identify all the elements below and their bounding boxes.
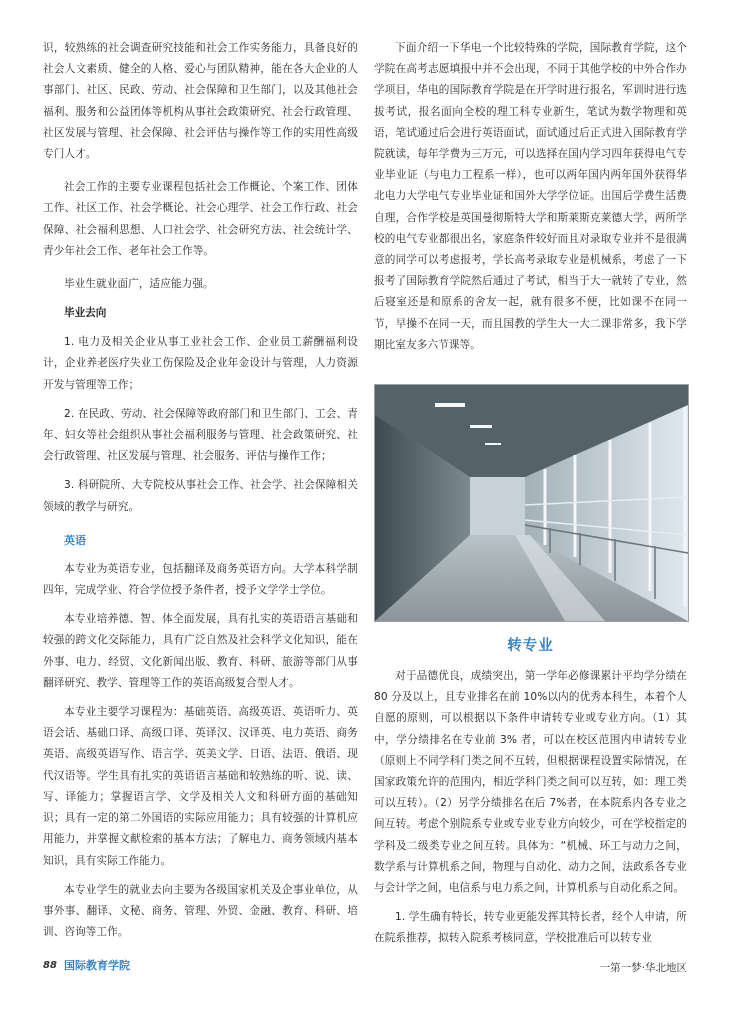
page-number: 88 (43, 960, 57, 971)
intl-education-paragraph: 下面介绍一下华电一个比较特殊的学院，国际教育学院，这个学院在高考志愿填报中并不会出现，不同于其他学校的中外合作办学项目，华电的国际教育学院是在开学时进行报名，军训时进行选拔考试，报名面向全校的理工科专业新生，笔试为数学物理和英语，笔试通过后会进行英语面试，面试通过后正式进入国际教育学院就读，每年学费为三万元，可以选择在国内学习四年获得电气专业毕业证（与电力工程系一样），也可以两年国内两年国外获得华北电力大学电气专业毕业证和国外大学学位证。出国后学费生活费自理，合作学校是英国曼彻斯特大学和斯莱斯克莱德大学，两所学校的电气专业都很出名，家庭条件较好而且对录取专业并不是很满意的同学可以考虑报考，学长高考录取专业是机械系，考虑了一下报考了国际教育学院然后通过了考试，相当于大一就转了专业，然后寝室还是和原系的舍友一起，就有很多不便，比如课不在同一节，早操不在同一天，而且国教的学生大一大二课非常多，我下学期比室友多六节课等。 (374, 42, 687, 351)
graduate-destination-heading: 毕业去向 (64, 307, 107, 320)
graduate-item: 1. 电力及相关企业从事工业社会工作、企业员工薪酬福利设计，企业养老医疗失业工伤保险及企业年金设计与管理，人力资源开发与管理等工作； (43, 336, 358, 391)
series-title: 一第一梦·华北地区 (599, 962, 687, 974)
english-goals-paragraph: 本专业培养德、智、体全面发展，具有扎实的英语语言基础和较强的跨文化交际能力，具有广泛自然及社会科学文化知识，能在外事、电力、经贸、文化新闻出版、教育、科研、旅游等部门从事翻译研究、教学、管理等工作的英语高级复合型人才。 (43, 613, 358, 689)
transfer-section (374, 666, 687, 950)
social-work-intro-paragraph: 识，较熟练的社会调查研究技能和社会工作实务能力，具备良好的社会人文素质、健全的人格、爱心与团队精神，能在各大企业的人事部门、社区、民政、劳动、社会保障和卫生部门，以及其他社会福利、服务和公益团体等机构从事社会政策研究、社会行政管理、社区发展与管理、社会保障、社会评估与操作等工作的实用性高级专门人才。 (43, 42, 358, 161)
left-column (43, 38, 358, 976)
corridor-photo (374, 384, 689, 622)
social-work-courses-paragraph: 社会工作的主要专业课程包括社会工作概论、个案工作、团体工作、社区工作、社会学概论、社会心理学、社会工作行政、社会保障、社会福利思想、人口社会学、社会研究方法、社会统计学、青少年社会工作、老年社会工作等。 (43, 181, 358, 257)
right-column (374, 38, 687, 356)
employment-paragraph: 毕业生就业面广，适应能力强。 (64, 278, 214, 291)
english-major-heading: 英语 (64, 533, 86, 547)
english-intro-paragraph: 本专业为英语专业，包括翻译及商务英语方向。大学本科学制四年，完成学业、符合学位授予条件者，授予文学学士学位。 (43, 562, 358, 597)
english-courses-paragraph: 本专业主要学习课程为：基础英语、高级英语、英语听力、英语会话、基础口译、高级口译、英译汉、汉译英、电力英语、商务英语、高级英语写作、语言学、英美文学、日语、法语、俄语、现代汉语等。学生具有扎实的英语语言基础和较熟练的听、说、读、写、译能力；掌握语言学、文学及相关人文和科研方面的基础知识；具有一定的第二外国语的实际应用能力；具有较强的计算机应用能力，并掌握文献检索的基本方法；了解电力、商务领域内基本知识，具有实际工作能力。 (43, 706, 358, 867)
transfer-item: 1. 学生确有特长，转专业更能发挥其特长者，经个人申请，所在院系推荐，拟转入院系考核同意，学校批准后可以转专业 (374, 911, 687, 945)
transfer-major-title: 转专业 (507, 638, 554, 654)
transfer-conditions-paragraph: 对于品德优良，成绩突出，第一学年必修课累计平均学分绩在 80 分及以上，且专业排名在前 10%以内的优秀本科生，本着个人自愿的原则，可以根据以下条件申请转专业或专业方向。（1）其中，学分绩排名在专业前 3% 者，可以在校区范围内申请转专业（原则上不同学科门类之间不互转，但根据课程设置实际情况，在国家政策允许的范围内，相近学科门类之间可以互转，如：理工类可以互转）。（2）另学分绩排名在后 7%者，在本院系内各专业之间互转。考虑个别院系专业或专业专业方向较少，可在学校指定的学科及二级类专业之间互转。具体为：“机械、环工与动力之间，数学系与计算机系之间，物理与自动化、动力之间，法政系各专业与会计学之间，电信系与电力系之间，计算机系与自动化系之间。 (374, 670, 687, 895)
english-employment-paragraph: 本专业学生的就业去向主要为各级国家机关及企事业单位，从事外事、翻译、文秘、商务、管理、外贸、金融、教育、科研、培训、咨询等工作。 (43, 883, 358, 939)
intl-education-heading: 国际教育学院 (64, 959, 130, 973)
graduate-item: 2. 在民政、劳动、社会保障等政府部门和卫生部门、工会、青年、妇女等社会组织从事社会福利服务与管理、社会政策研究、社会行政管理、社区发展与管理、社会服务、评估与操作工作； (43, 407, 358, 463)
graduate-item: 3. 科研院所、大专院校从事社会工作、社会学、社会保障相关领域的教学与研究。 (43, 479, 358, 513)
